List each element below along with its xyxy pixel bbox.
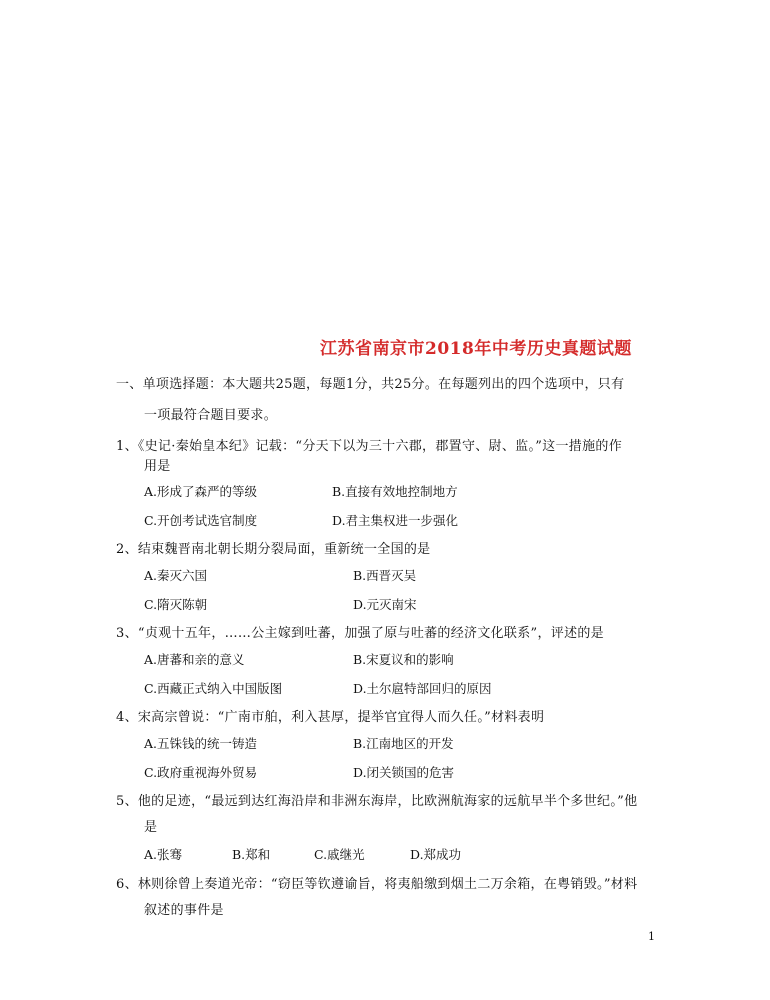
question-1-stem-cont: 用是 (144, 459, 171, 474)
question-4-option-b: B.江南地区的开发 (353, 736, 454, 751)
question-2-option-c: C.隋灭陈朝 (144, 597, 208, 612)
section-instruction-line2: 一项最符合题目要求。 (144, 408, 278, 423)
question-2-option-a: A.秦灭六国 (144, 568, 208, 583)
question-6-stem-cont: 叙述的事件是 (144, 903, 224, 918)
question-5-stem: 5、他的足迹，“最远到达红海沿岸和非洲东海岸，比欧洲航海家的远航早半个多世纪。”他 (116, 794, 638, 809)
question-5-option-c: C.戚继光 (314, 847, 365, 862)
question-3-option-a: A.唐蕃和亲的意义 (144, 652, 245, 667)
question-4-option-a: A.五铢钱的统一铸造 (144, 736, 258, 751)
question-5-stem-cont: 是 (144, 820, 158, 835)
question-4-stem: 4、宋高宗曾说：“广南市舶，利入甚厚，提举官宜得人而久任。”材料表明 (116, 710, 545, 725)
question-2-option-d: D.元灭南宋 (353, 597, 417, 612)
question-1-option-b: B.直接有效地控制地方 (332, 484, 458, 499)
question-6-stem: 6、林则徐曾上奏道光帝：“窃臣等钦遵谕旨，将夷船缴到烟土二万余箱，在粤销毁。”材料 (116, 877, 638, 892)
question-5-option-a: A.张骞 (144, 847, 183, 862)
question-3-option-b: B.宋夏议和的影响 (353, 652, 454, 667)
question-1-option-a: A.形成了森严的等级 (144, 484, 258, 499)
question-1-option-d: D.君主集权进一步强化 (332, 513, 459, 528)
question-3-option-c: C.西藏正式纳入中国版图 (144, 681, 283, 696)
question-4-option-d: D.闭关锁国的危害 (353, 765, 455, 780)
question-5-option-b: B.郑和 (232, 847, 271, 862)
page-number: 1 (648, 930, 655, 943)
page-title: 江苏省南京市2018年中考历史真题试题 (320, 339, 632, 359)
question-4-option-c: C.政府重视海外贸易 (144, 765, 258, 780)
question-1-stem: 1、《史记·秦始皇本纪》记载：“分天下以为三十六郡，郡置守、尉、监。”这一措施的作 (116, 439, 622, 454)
question-5-option-d: D.郑成功 (410, 847, 462, 862)
question-1-option-c: C.开创考试选官制度 (144, 513, 258, 528)
question-3-stem: 3、“贞观十五年，……公主嫁到吐蕃，加强了原与吐蕃的经济文化联系”，评述的是 (116, 626, 604, 641)
question-2-stem: 2、结束魏晋南北朝长期分裂局面，重新统一全国的是 (116, 542, 431, 557)
section-instruction-line1: 一、单项选择题：本大题共25题，每题1分，共25分。在每题列出的四个选项中，只有 (116, 377, 625, 392)
question-3-option-d: D.土尔扈特部回归的原因 (353, 681, 492, 696)
question-2-option-b: B.西晋灭吴 (353, 568, 417, 583)
